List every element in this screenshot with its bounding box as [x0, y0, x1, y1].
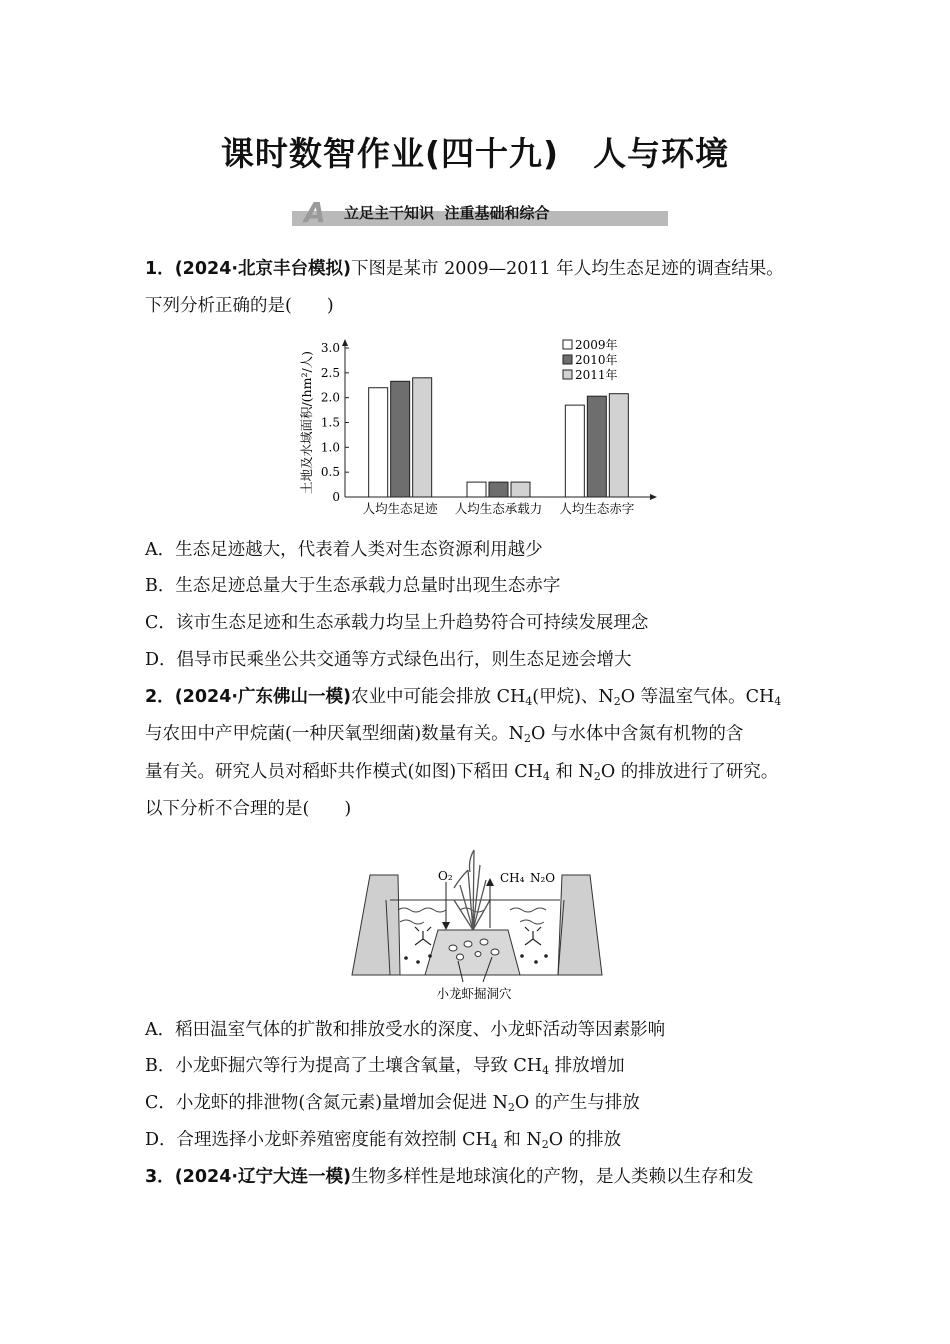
footprint-bar-chart	[295, 332, 670, 522]
gas-out-arrowhead	[486, 878, 494, 886]
left-levee	[352, 875, 400, 975]
chart-y-axis-label: 土地及水域面积/(hm²/人)	[299, 350, 314, 495]
chart-legend-label: 2010年	[575, 353, 618, 367]
diagram-caption: 小龙虾掘洞穴	[436, 986, 512, 1001]
crayfish-right-icon	[525, 927, 541, 945]
ch4-label: CH₄	[500, 871, 525, 885]
q2-option-a[interactable]: A．稻田温室气体的扩散和排放受水的深度、小龙虾活动等因素影响	[145, 1020, 666, 1040]
central-mound	[425, 930, 520, 975]
n2o-label: N₂O	[530, 871, 556, 885]
chart-bar	[369, 388, 388, 497]
chart-category-label: 人均生态足迹	[362, 501, 438, 516]
chart-category-label: 人均生态承载力	[454, 501, 543, 516]
chart-y-tick-label: 2.5	[320, 365, 340, 380]
o2-label: O₂	[438, 869, 453, 883]
chart-bar	[609, 394, 628, 497]
section-banner	[282, 198, 670, 228]
q2-option-c[interactable]: C．小龙虾的排泄物(含氮元素)量增加会促进 $N_2O$ 的产生与排放	[145, 1093, 640, 1114]
chart-legend-swatch	[563, 370, 572, 379]
chart-y-tick-label: 1.0	[320, 440, 340, 455]
chart-bar	[587, 396, 606, 497]
chart-bar	[413, 378, 432, 497]
q2-number: 2．	[145, 687, 175, 707]
q3-source: (2024·辽宁大连一模)	[174, 1167, 352, 1187]
chart-y-arrow	[342, 339, 348, 346]
chart-y-tick-label: 0	[332, 490, 340, 504]
chart-y-tick-label: 0.5	[320, 465, 340, 480]
q2-option-d[interactable]: D．合理选择小龙虾养殖密度能有效控制 $CH_4$ 和 $N_2O$ 的排放	[145, 1130, 622, 1151]
chart-legend-swatch	[563, 340, 572, 349]
banner-text: 立足主干知识 注重基础和综合	[344, 204, 550, 222]
chart-bar	[467, 482, 486, 497]
q1-option-b[interactable]: B．生态足迹总量大于生态承载力总量时出现生态赤字	[145, 576, 561, 596]
q2-stem-line-4: 以下分析不合理的是( )	[145, 799, 352, 819]
q1-stem-line-1	[145, 257, 784, 281]
q1-source: (2024·北京丰台模拟)	[174, 259, 352, 279]
chart-bar	[489, 482, 508, 497]
chart-x-arrow	[650, 494, 657, 500]
q3-stem-text-1: 生物多样性是地球演化的产物，是人类赖以生存和发	[351, 1167, 754, 1187]
chart-bar	[511, 482, 530, 497]
chart-legend-label: 2009年	[575, 338, 618, 352]
chart-legend-label: 2011年	[575, 368, 618, 382]
q1-number: 1．	[145, 259, 175, 279]
chart-bar	[565, 405, 584, 497]
right-levee	[558, 875, 602, 975]
crayfish-left-icon	[415, 927, 431, 945]
rice-plant-icon	[454, 850, 490, 930]
q2-source: (2024·广东佛山一模)	[174, 687, 352, 707]
chart-y-tick-label: 2.0	[320, 390, 340, 405]
chart-category-label: 人均生态赤字	[559, 501, 635, 516]
chart-y-tick-label: 1.5	[320, 415, 340, 430]
chart-bar	[391, 381, 410, 497]
q1-stem-line-2: 下列分析正确的是( )	[145, 296, 334, 316]
chart-legend-swatch	[563, 355, 572, 364]
q1-option-d[interactable]: D．倡导市民乘坐公共交通等方式绿色出行，则生态足迹会增大	[145, 650, 632, 670]
q1-stem-text-1: 下图是某市 2009—2011 年人均生态足迹的调查结果。	[351, 259, 784, 279]
o2-arrowhead	[442, 922, 450, 930]
q1-option-c[interactable]: C．该市生态足迹和生态承载力均呈上升趋势符合可持续发展理念	[145, 613, 649, 633]
q2-stem-line-2: 与农田中产甲烷菌(一种厌氧型细菌)数量有关。$N_2O$ 与水体中含氮有机物的含	[145, 724, 744, 745]
q2-stem-line-1: 2．(2024·广东佛山一模)农业中可能会排放 $CH_4$(甲烷)、$N_2O$ 等温室气体。$CH_4$	[145, 687, 782, 708]
page-title: 课时数智作业(四十九) 人与环境	[220, 134, 730, 173]
chart-y-tick-label: 3.0	[320, 341, 340, 355]
banner-letter: A	[304, 196, 326, 229]
q2-stem-line-3: 量有关。研究人员对稻虾共作模式(如图)下稻田 $CH_4$ 和 $N_2O$ 的排放进行了研究。	[145, 762, 779, 783]
q1-option-a[interactable]: A．生态足迹越大，代表着人类对生态资源利用越少	[145, 540, 543, 560]
q3-number: 3．	[145, 1167, 175, 1187]
q3-stem-line-1	[145, 1165, 754, 1189]
rice-crayfish-diagram	[340, 830, 610, 1005]
q2-option-b[interactable]: B．小龙虾掘穴等行为提高了土壤含氧量，导致 $CH_4$ 排放增加	[145, 1056, 625, 1077]
